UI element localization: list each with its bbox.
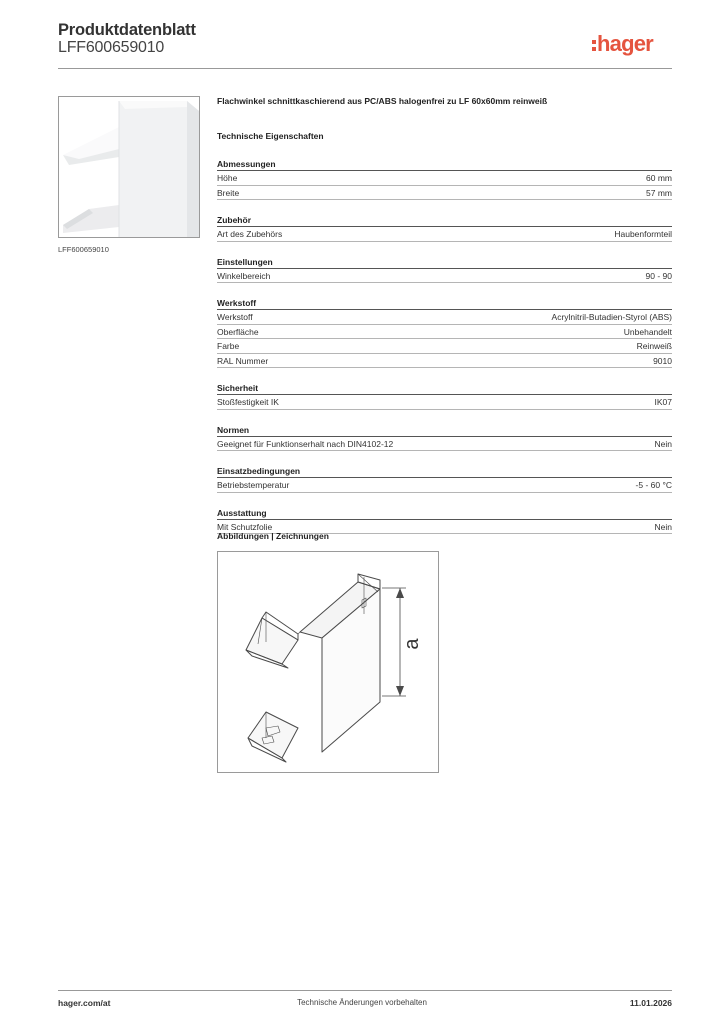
table-row: [217, 478, 672, 493]
product-photo: [58, 96, 200, 238]
section-werkstoff: [217, 297, 672, 368]
row-label: Art des Zubehörs: [217, 229, 283, 239]
product-code: LFF600659010: [58, 39, 165, 56]
row-value: 9010: [653, 355, 672, 366]
row-value: 60 mm: [646, 173, 672, 183]
footer-notice: Technische Änderungen vorbehalten: [297, 998, 427, 1007]
row-label: Stoßfestigkeit IK: [217, 397, 279, 407]
row-value: Nein: [654, 521, 672, 532]
section-title: Einsatzbedingungen: [217, 465, 672, 478]
row-label: Geeignet für Funktionserhalt nach DIN4102-12: [217, 438, 394, 449]
technical-drawing-image: [218, 552, 438, 772]
row-value: Acrylnitril-Butadien-Styrol (ABS): [551, 312, 672, 322]
section-sicherheit: [217, 382, 672, 410]
technical-properties: [217, 96, 672, 534]
row-label: Oberfläche: [217, 326, 259, 337]
section-title: Normen: [217, 424, 672, 437]
row-value: Reinweiß: [636, 341, 672, 351]
row-label: Höhe: [217, 173, 238, 183]
section-einstellungen: [217, 256, 672, 284]
table-row: [217, 227, 672, 242]
row-value: Nein: [654, 438, 672, 449]
row-label: Mit Schutzfolie: [217, 521, 273, 532]
logo-dots-icon: [592, 40, 596, 51]
row-value: -5 - 60 °C: [635, 480, 672, 490]
section-title: Sicherheit: [217, 382, 672, 395]
table-row: [217, 437, 672, 452]
page-title: Produktdatenblatt: [58, 21, 196, 39]
row-label: Farbe: [217, 341, 240, 351]
product-description: Flachwinkel schnittkaschierend aus PC/ABS halogenfrei zu LF 60x60mm reinweiß: [217, 96, 548, 106]
logo-text: hager: [597, 31, 653, 56]
table-row: [217, 171, 672, 186]
photo-caption: LFF600659010: [58, 245, 109, 254]
table-row: [217, 269, 672, 284]
row-label: Winkelbereich: [217, 270, 271, 281]
table-row: [217, 310, 672, 325]
footer-website-link[interactable]: hager.com/at: [58, 998, 111, 1008]
product-photo-image: [59, 97, 199, 237]
section-title: Abmessungen: [217, 158, 672, 171]
footer-date: 11.01.2026: [629, 998, 672, 1008]
section-normen: [217, 424, 672, 452]
section-abmessungen: [217, 158, 672, 200]
section-title: Ausstattung: [217, 507, 672, 520]
section-title: Einstellungen: [217, 256, 672, 269]
footer-divider: [58, 990, 672, 991]
row-label: RAL Nummer: [217, 355, 269, 366]
row-value: Unbehandelt: [623, 326, 672, 337]
technical-title: Technische Eigenschaften: [217, 131, 324, 141]
row-value: Haubenformteil: [614, 229, 672, 239]
row-value: IK07: [654, 397, 672, 407]
table-row: [217, 354, 672, 369]
header-divider: [58, 68, 672, 69]
row-label: Werkstoff: [217, 312, 253, 322]
table-row: [217, 395, 672, 410]
drawings-title: Abbildungen | Zeichnungen: [217, 531, 329, 541]
table-row: [217, 339, 672, 354]
technical-drawing: [217, 551, 439, 773]
row-value: 57 mm: [646, 187, 672, 198]
table-row: [217, 186, 672, 201]
section-ausstattung: [217, 507, 672, 535]
row-label: Betriebstemperatur: [217, 480, 290, 490]
section-title: Zubehör: [217, 214, 672, 227]
row-label: Breite: [217, 187, 240, 198]
row-value: 90 - 90: [645, 270, 672, 281]
table-row: [217, 325, 672, 340]
section-title: Werkstoff: [217, 297, 672, 310]
section-einsatzbedingungen: [217, 465, 672, 493]
hager-logo: [592, 30, 653, 58]
dimension-label: a: [401, 638, 423, 650]
section-zubehoer: [217, 214, 672, 242]
